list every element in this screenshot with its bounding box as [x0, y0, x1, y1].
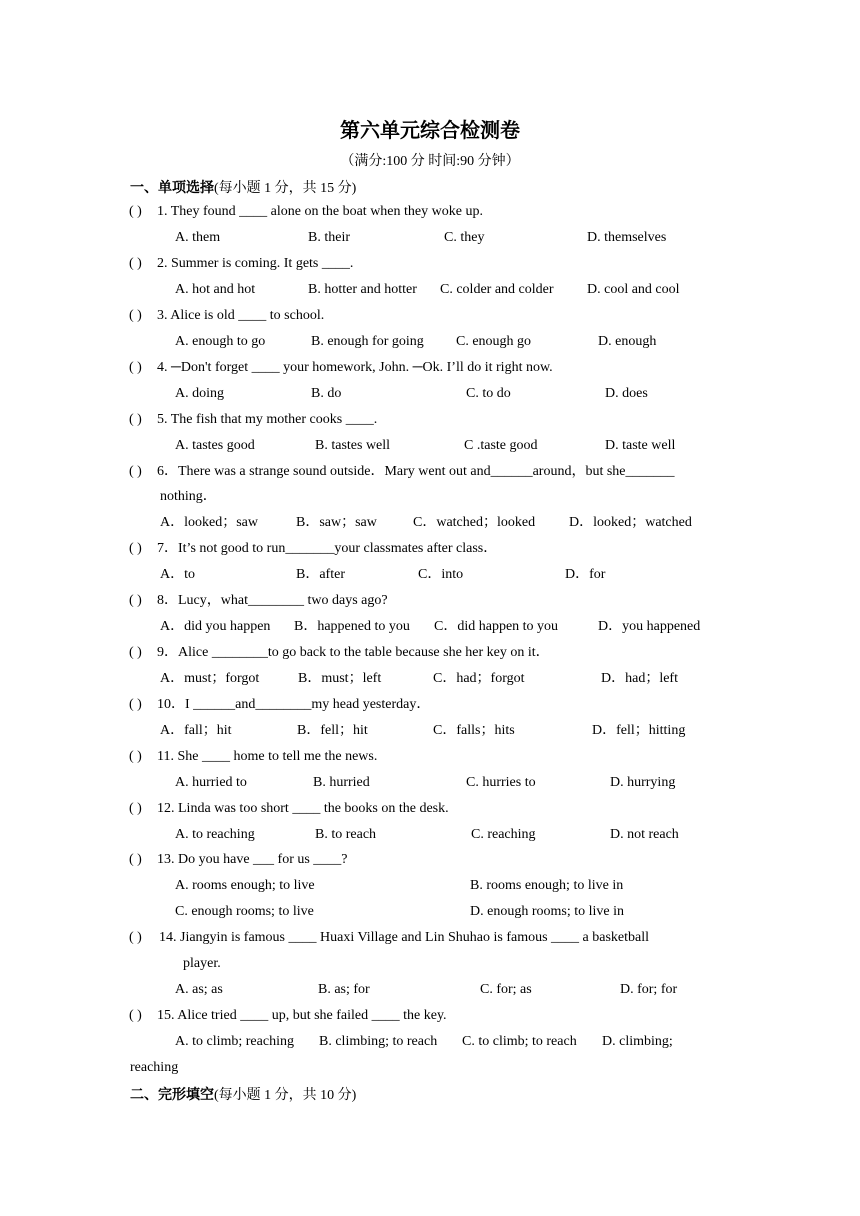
option-c: C. enough go: [456, 334, 532, 349]
option-d: D. climbing;: [602, 1034, 673, 1049]
option-c: C. for; as: [480, 982, 532, 997]
option-d: D. taste well: [605, 438, 676, 453]
option-d: D. hurrying: [610, 775, 676, 790]
option-b: B. hurried: [313, 775, 370, 790]
answer-blank[interactable]: ( ): [129, 204, 142, 219]
question-stem: 9．Alice ________to go back to the table because she her key on it．: [157, 645, 550, 660]
option-a: A. to climb; reaching: [175, 1034, 294, 1049]
option-c: C. hurries to: [466, 775, 536, 790]
answer-blank[interactable]: ( ): [129, 697, 142, 712]
question-stem: 13. Do you have ___ for us ____?: [157, 852, 348, 867]
option-c: C．watched；looked: [413, 515, 536, 530]
option-a: A. doing: [175, 386, 224, 401]
option-b: B. rooms enough; to live in: [470, 878, 624, 893]
question-stem: 7．It’s not good to run_______your classmates after class．: [157, 541, 498, 556]
option-d: D. not reach: [610, 827, 679, 842]
answer-blank[interactable]: ( ): [129, 930, 142, 945]
question-stem: 10．I ______and________my head yesterday．: [157, 697, 431, 712]
option-b: B. tastes well: [315, 438, 391, 453]
answer-blank[interactable]: ( ): [129, 412, 142, 427]
option-b: B．happened to you: [294, 619, 410, 634]
question-stem-continued: player.: [183, 956, 221, 971]
option-d: D．you happened: [598, 619, 701, 634]
answer-blank[interactable]: ( ): [129, 749, 142, 764]
answer-blank[interactable]: ( ): [129, 801, 142, 816]
option-d: D. themselves: [587, 230, 667, 245]
option-d: D．for: [565, 567, 606, 582]
option-a: A. to reaching: [175, 827, 255, 842]
option-a: A. rooms enough; to live: [175, 878, 315, 893]
question-stem: 3. Alice is old ____ to school.: [157, 308, 325, 323]
section-1-title: 一、单项选择: [130, 180, 214, 196]
section-1-heading: [130, 177, 356, 197]
answer-blank[interactable]: ( ): [129, 308, 142, 323]
answer-blank[interactable]: ( ): [129, 593, 142, 608]
question-stem: 15. Alice tried ____ up, but she failed ____ the key.: [157, 1008, 447, 1023]
answer-blank[interactable]: ( ): [129, 645, 142, 660]
option-a: A. hurried to: [175, 775, 247, 790]
option-c: C. to do: [466, 386, 511, 401]
option-b: B．after: [296, 567, 345, 582]
option-d: D．had；left: [601, 671, 678, 686]
answer-blank[interactable]: ( ): [129, 256, 142, 271]
option-c: C .taste good: [464, 438, 538, 453]
section-2-title: 二、完形填空: [130, 1087, 214, 1103]
section-1-note: (每小题 1 分，共 15 分): [214, 181, 357, 196]
option-b: B．fell；hit: [297, 723, 368, 738]
option-a: A．looked；saw: [160, 515, 258, 530]
option-d: D. enough: [598, 334, 657, 349]
option-d: D. cool and cool: [587, 282, 680, 297]
option-a: A．to: [160, 567, 195, 582]
option-b: B. climbing; to reach: [319, 1034, 438, 1049]
option-a: A. tastes good: [175, 438, 255, 453]
option-a: A. enough to go: [175, 334, 266, 349]
option-c: C. enough rooms; to live: [175, 904, 314, 919]
option-d: D．fell；hitting: [592, 723, 686, 738]
section-2-note: (每小题 1 分，共 10 分): [214, 1088, 357, 1103]
option-d: D. enough rooms; to live in: [470, 904, 624, 919]
question-stem: 14. Jiangyin is famous ____ Huaxi Village and Lin Shuhao is famous ____ a basketball: [159, 930, 649, 945]
question-stem: 11. She ____ home to tell me the news.: [157, 749, 378, 764]
option-b: B. hotter and hotter: [308, 282, 417, 297]
answer-blank[interactable]: ( ): [129, 464, 142, 479]
option-a: A. hot and hot: [175, 282, 256, 297]
option-d-continued: reaching: [130, 1060, 179, 1075]
option-b: B. as; for: [318, 982, 370, 997]
question-stem: 1. They found ____ alone on the boat when they woke up.: [157, 204, 483, 219]
option-c: C．did happen to you: [434, 619, 559, 634]
answer-blank[interactable]: ( ): [129, 852, 142, 867]
option-c: C．falls；hits: [433, 723, 515, 738]
question-stem: 12. Linda was too short ____ the books on the desk.: [157, 801, 449, 816]
option-d: D. for; for: [620, 982, 678, 997]
section-2-heading: [130, 1084, 356, 1104]
option-c: C．into: [418, 567, 464, 582]
page-subtitle: （满分:100 分 时间:90 分钟）: [340, 154, 520, 169]
question-stem: 4. ─Don't forget ____ your homework, John. ─Ok. I’ll do it right now.: [157, 360, 553, 375]
option-b: B. to reach: [315, 827, 377, 842]
option-a: A．must；forgot: [160, 671, 260, 686]
option-a: A. as; as: [175, 982, 223, 997]
option-a: A. them: [175, 230, 221, 245]
option-b: B．must；left: [298, 671, 382, 686]
option-c: C. they: [444, 230, 485, 245]
option-d: D．looked；watched: [569, 515, 692, 530]
page-title: 第六单元综合检测卷: [340, 118, 520, 142]
option-c: C．had；forgot: [433, 671, 525, 686]
question-stem: 8．Lucy，what________ two days ago?: [157, 593, 388, 608]
answer-blank[interactable]: ( ): [129, 1008, 142, 1023]
option-c: C. reaching: [471, 827, 536, 842]
question-stem: 2. Summer is coming. It gets ____.: [157, 256, 354, 271]
option-a: A．fall；hit: [160, 723, 232, 738]
option-a: A．did you happen: [160, 619, 271, 634]
answer-blank[interactable]: ( ): [129, 360, 142, 375]
question-stem: 6．There was a strange sound outside．Mary went out and______around，but she_______: [157, 464, 675, 479]
option-d: D. does: [605, 386, 648, 401]
question-stem: 5. The fish that my mother cooks ____.: [157, 412, 378, 427]
option-b: B. enough for going: [311, 334, 424, 349]
option-c: C. to climb; to reach: [462, 1034, 577, 1049]
option-b: B. do: [311, 386, 342, 401]
option-b: B．saw；saw: [296, 515, 377, 530]
option-b: B. their: [308, 230, 350, 245]
question-stem-continued: nothing．: [160, 489, 217, 504]
option-c: C. colder and colder: [440, 282, 554, 297]
answer-blank[interactable]: ( ): [129, 541, 142, 556]
